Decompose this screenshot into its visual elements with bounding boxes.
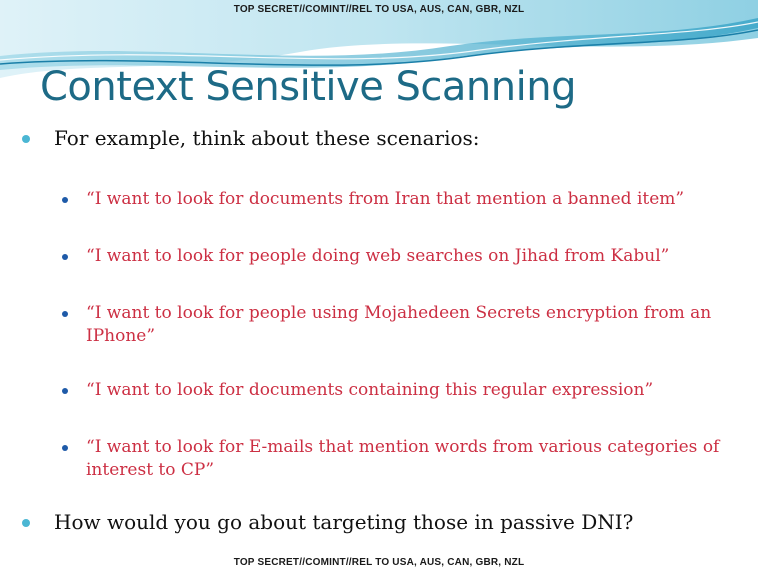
bullet-dot-icon [62, 311, 68, 317]
bullet-dot-icon [22, 135, 30, 143]
bullet-dot-icon [22, 519, 30, 527]
scenario-text: “I want to look for documents from Iran that mention a banned item” [86, 189, 685, 209]
intro-text: For example, think about these scenarios: [54, 126, 480, 150]
scenario-text: “I want to look for people using Mojahedeen Secrets encryption from an IPhone” [86, 303, 712, 346]
bullet-dot-icon [62, 445, 68, 451]
scenario-text: “I want to look for people doing web searches on Jihad from Kabul” [86, 246, 670, 266]
bullet-dot-icon [62, 388, 68, 394]
scenario-text: “I want to look for E-mails that mention words from various categories of interest to CP” [86, 437, 720, 480]
question-text: How would you go about targeting those in passive DNI? [54, 510, 634, 534]
classification-banner-bottom: TOP SECRET//COMINT//REL TO USA, AUS, CAN, GBR, NZL [233, 557, 525, 568]
bullet-dot-icon [62, 254, 68, 260]
bullet-dot-icon [62, 197, 68, 203]
slide-title: Context Sensitive Scanning [40, 64, 576, 110]
classification-banner-top: TOP SECRET//COMINT//REL TO USA, AUS, CAN, GBR, NZL [233, 4, 525, 15]
scenario-text: “I want to look for documents containing this regular expression” [86, 380, 654, 400]
